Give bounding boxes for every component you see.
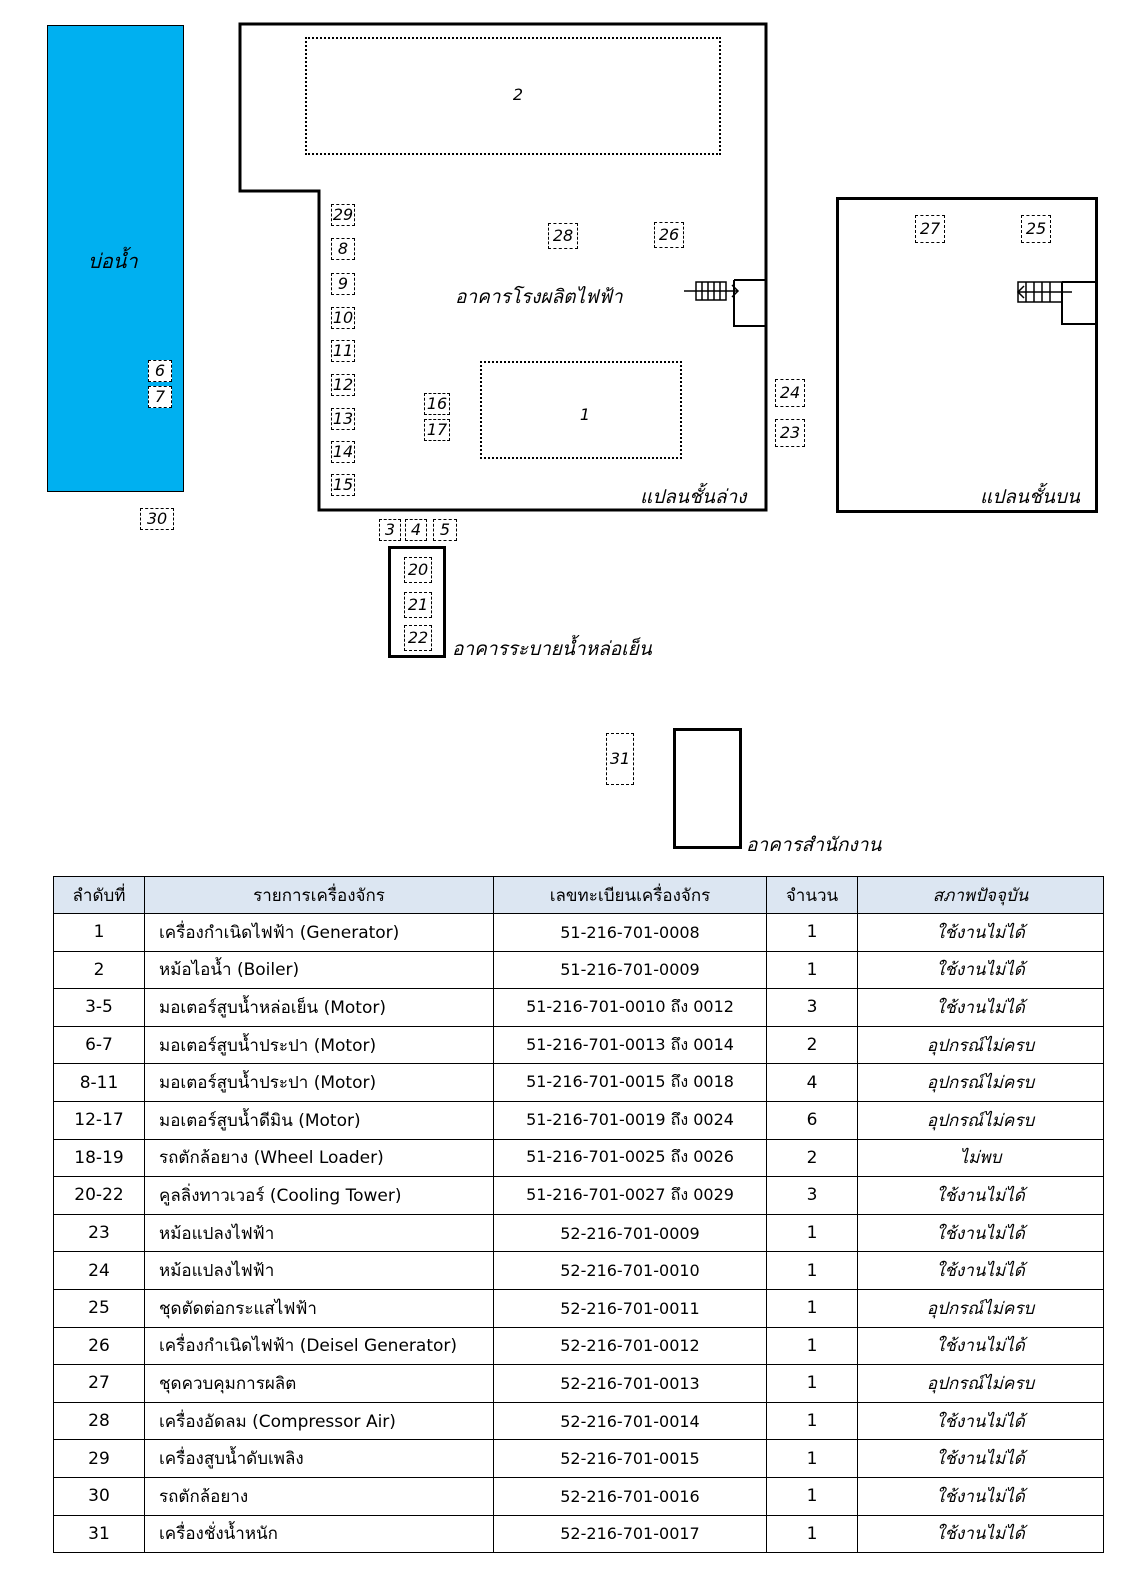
row-qty: 2 [767,1139,858,1177]
stair-icon-lower [684,280,766,326]
row-qty: 6 [767,1101,858,1139]
marker-31: 31 [606,733,634,785]
row-item: มอเตอร์สูบน้ำประปา (Motor) [145,1026,494,1064]
header-status: สภาพปัจจุบัน [858,877,1104,914]
table-row [54,1026,1104,1064]
marker-15: 15 [332,475,354,494]
table-body [54,914,1104,1553]
row-qty: 1 [767,1327,858,1365]
row-no: 1 [54,914,145,952]
marker-14: 14 [332,442,354,461]
row-status: อุปกรณ์ไม่ครบ [858,1064,1104,1102]
row-qty: 3 [767,1177,858,1215]
upper-floor-plan [836,197,1098,513]
row-status: ไม่พบ [858,1139,1104,1177]
table-row [54,1177,1104,1215]
row-reg: 52-216-701-0014 [494,1402,767,1440]
row-qty: 1 [767,1252,858,1290]
table-row [54,951,1104,989]
marker-13: 13 [332,409,354,428]
row-no: 23 [54,1214,145,1252]
marker-30: 30 [140,508,174,530]
row-item: มอเตอร์สูบน้ำประปา (Motor) [145,1064,494,1102]
row-no: 6-7 [54,1026,145,1064]
row-reg: 51-216-701-0019 ถึง 0024 [494,1101,767,1139]
row-qty: 2 [767,1026,858,1064]
marker-3: 3 [379,519,401,541]
row-reg: 51-216-701-0008 [494,914,767,952]
row-reg: 51-216-701-0015 ถึง 0018 [494,1064,767,1102]
marker-29: 29 [332,205,354,224]
marker-27: 27 [915,215,945,243]
row-status: อุปกรณ์ไม่ครบ [858,1365,1104,1403]
table-row [54,1252,1104,1290]
marker-1: 1 [579,405,591,424]
row-status: ใช้งานไม่ได้ [858,1327,1104,1365]
row-no: 3-5 [54,989,145,1027]
table-row [54,1064,1104,1102]
row-no: 8-11 [54,1064,145,1102]
row-no: 30 [54,1477,145,1515]
row-qty: 1 [767,1515,858,1553]
row-reg: 52-216-701-0009 [494,1214,767,1252]
stair-icon-upper [1012,278,1098,328]
marker-7: 7 [148,386,172,408]
row-item: หม้อแปลงไฟฟ้า [145,1214,494,1252]
row-reg: 52-216-701-0015 [494,1440,767,1478]
row-qty: 1 [767,1365,858,1403]
row-item: หม้อไอน้ำ (Boiler) [145,951,494,989]
marker-4: 4 [405,519,427,541]
row-no: 20-22 [54,1177,145,1215]
marker-28: 28 [548,223,578,249]
marker-22: 22 [404,625,432,651]
row-no: 18-19 [54,1139,145,1177]
row-item: เครื่องชั่งน้ำหนัก [145,1515,494,1553]
row-no: 12-17 [54,1101,145,1139]
row-reg: 52-216-701-0016 [494,1477,767,1515]
row-no: 26 [54,1327,145,1365]
upper-plan-label: แปลนชั้นบน [980,486,1080,508]
row-reg: 52-216-701-0012 [494,1327,767,1365]
row-reg: 52-216-701-0013 [494,1365,767,1403]
row-item: ชุดควบคุมการผลิต [145,1365,494,1403]
row-reg: 52-216-701-0011 [494,1289,767,1327]
row-qty: 1 [767,1289,858,1327]
row-status: อุปกรณ์ไม่ครบ [858,1101,1104,1139]
table-row [54,1402,1104,1440]
row-qty: 1 [767,1402,858,1440]
marker-23: 23 [775,419,805,447]
row-reg: 51-216-701-0010 ถึง 0012 [494,989,767,1027]
marker-9: 9 [331,273,355,295]
row-item: เครื่องกำเนิดไฟฟ้า (Deisel Generator) [145,1327,494,1365]
row-qty: 1 [767,1440,858,1478]
marker-17: 17 [424,419,450,441]
row-status: ใช้งานไม่ได้ [858,1440,1104,1478]
row-reg: 51-216-701-0027 ถึง 0029 [494,1177,767,1215]
row-qty: 4 [767,1064,858,1102]
row-status: ใช้งานไม่ได้ [858,1402,1104,1440]
row-item: คูลลิ่งทาวเวอร์ (Cooling Tower) [145,1177,494,1215]
table-row [54,989,1104,1027]
table-row [54,1365,1104,1403]
row-no: 25 [54,1289,145,1327]
marker-20: 20 [404,557,432,583]
row-qty: 1 [767,1477,858,1515]
header-qty: จำนวน [767,877,858,914]
row-item: มอเตอร์สูบน้ำหล่อเย็น (Motor) [145,989,494,1027]
cooling-building-label: อาคารระบายน้ำหล่อเย็น [452,638,652,660]
row-item: หม้อแปลงไฟฟ้า [145,1252,494,1290]
table-row [54,914,1104,952]
row-no: 27 [54,1365,145,1403]
table-row [54,1139,1104,1177]
marker-21: 21 [404,592,432,618]
row-no: 28 [54,1402,145,1440]
table-row [54,1440,1104,1478]
marker-16: 16 [424,393,450,415]
office-label: อาคารสำนักงาน [746,834,882,856]
table-row [54,1214,1104,1252]
row-reg: 51-216-701-0025 ถึง 0026 [494,1139,767,1177]
row-qty: 1 [767,951,858,989]
row-qty: 3 [767,989,858,1027]
row-no: 31 [54,1515,145,1553]
marker-24: 24 [775,379,805,407]
row-qty: 1 [767,1214,858,1252]
row-item: เครื่องอัดลม (Compressor Air) [145,1402,494,1440]
pond-label: บ่อน้ำ [88,249,138,273]
row-status: อุปกรณ์ไม่ครบ [858,1289,1104,1327]
header-no: ลำดับที่ [54,877,145,914]
marker-8: 8 [331,238,355,260]
office-building [673,728,742,849]
row-item: ชุดตัดต่อกระแสไฟฟ้า [145,1289,494,1327]
row-item: เครื่องกำเนิดไฟฟ้า (Generator) [145,914,494,952]
row-reg: 52-216-701-0017 [494,1515,767,1553]
table-header-row [54,877,1104,914]
marker-5: 5 [433,519,457,541]
row-reg: 52-216-701-0010 [494,1252,767,1290]
row-reg: 51-216-701-0009 [494,951,767,989]
row-status: ใช้งานไม่ได้ [858,914,1104,952]
marker-25: 25 [1021,215,1051,243]
row-status: ใช้งานไม่ได้ [858,1177,1104,1215]
marker-2: 2 [512,85,524,104]
header-item: รายการเครื่องจักร [145,877,494,914]
row-item: มอเตอร์สูบน้ำดีมิน (Motor) [145,1101,494,1139]
row-reg: 51-216-701-0013 ถึง 0014 [494,1026,767,1064]
row-status: ใช้งานไม่ได้ [858,1515,1104,1553]
lower-plan-label: แปลนชั้นล่าง [640,486,747,508]
table-row [54,1289,1104,1327]
row-status: อุปกรณ์ไม่ครบ [858,1026,1104,1064]
table-row [54,1515,1104,1553]
row-no: 2 [54,951,145,989]
marker-26: 26 [654,222,684,248]
header-reg: เลขทะเบียนเครื่องจักร [494,877,767,914]
row-status: ใช้งานไม่ได้ [858,1477,1104,1515]
marker-11: 11 [332,341,354,360]
marker-10: 10 [332,308,354,327]
row-no: 24 [54,1252,145,1290]
row-item: รถตักล้อยาง [145,1477,494,1515]
marker-12: 12 [332,375,354,394]
table-row [54,1327,1104,1365]
row-no: 29 [54,1440,145,1478]
row-status: ใช้งานไม่ได้ [858,989,1104,1027]
row-qty: 1 [767,914,858,952]
power-building-label: อาคารโรงผลิตไฟฟ้า [455,286,623,308]
row-item: เครื่องสูบน้ำดับเพลิง [145,1440,494,1478]
table-row [54,1477,1104,1515]
marker-6: 6 [148,360,172,382]
row-item: รถตักล้อยาง (Wheel Loader) [145,1139,494,1177]
row-status: ใช้งานไม่ได้ [858,951,1104,989]
machinery-table [53,876,1104,1553]
table-row [54,1101,1104,1139]
row-status: ใช้งานไม่ได้ [858,1214,1104,1252]
row-status: ใช้งานไม่ได้ [858,1252,1104,1290]
